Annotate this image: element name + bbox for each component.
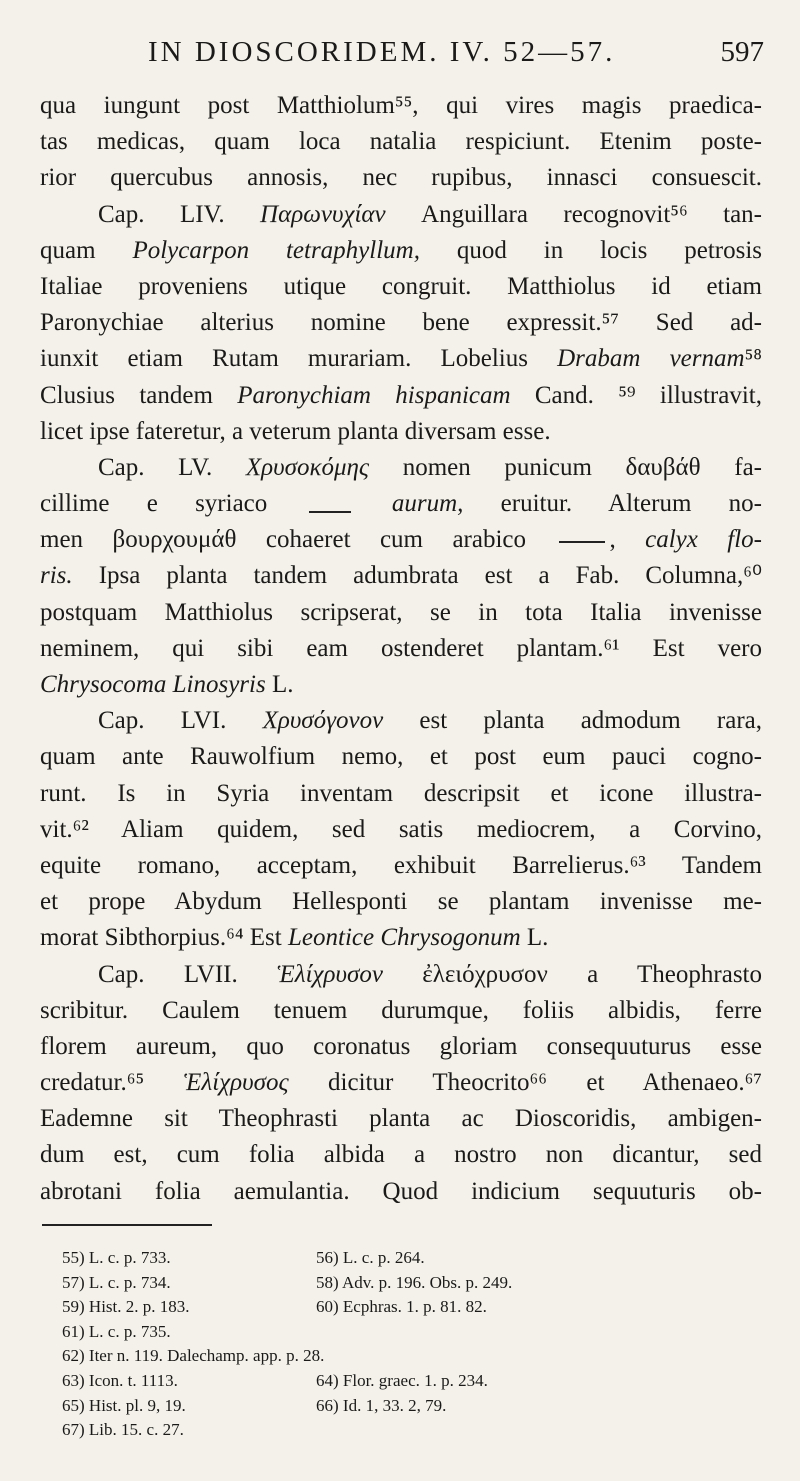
line-text: rior quercubus annosis, nec rupibus, innasci consuescit. [40, 164, 762, 192]
text-line [40, 776, 762, 812]
text-line [40, 269, 762, 305]
line-text: scribitur. Caulem tenuem durumque, foliis albidis, ferre [40, 996, 762, 1024]
footnote-left: 67) Lib. 15. c. 27. [62, 1420, 184, 1440]
line-text: Ipsa planta tandem adumbrata est a Fab. Columna,⁶⁰ [72, 562, 762, 590]
italic-term: ris. [40, 562, 73, 590]
footnote-right: 58) Adv. p. 196. Obs. p. 249. [316, 1272, 513, 1292]
text-line [40, 124, 762, 160]
text-line [40, 341, 762, 377]
line-text: Paronychiae alterius nomine bene expressit.⁵⁷ Sed ad- [40, 309, 762, 337]
italic-term: Χρυσοκόμης [245, 453, 370, 481]
text-line [40, 414, 762, 450]
text-line [40, 1137, 762, 1173]
line-text: et prope Abydum Hellesponti se plantam invenisse me- [40, 888, 762, 916]
text-line [40, 957, 762, 993]
line-text: postquam Matthiolus scripserat, se in tota Italia invenisse [40, 598, 762, 626]
line-text: licet ipse fateretur, a veterum planta diversam esse. [40, 417, 551, 445]
line-text: tas medicas, quam loca natalia respiciunt. Etenim poste- [40, 128, 762, 156]
text-line [40, 884, 762, 920]
text-line [40, 558, 762, 594]
running-head: IN DIOSCORIDEM. IV. 52—57. [148, 36, 616, 68]
text-line [40, 1029, 762, 1065]
syriac-word-glyph [309, 493, 351, 513]
line-text: quam ante Rauwolfium nemo, et post eum pauci cogno- [40, 743, 762, 771]
footnote-right: 60) Ecphras. 1. p. 81. 82. [316, 1297, 487, 1317]
text-line [40, 703, 762, 739]
text-line [40, 160, 762, 196]
footnote-left: 61) L. c. p. 735. [62, 1321, 171, 1341]
line-text: ἐλειόχρυσον a Theophrasto [382, 960, 763, 988]
italic-term: Ἑλίχρυσος [183, 1069, 289, 1097]
italic-term: aurum, [391, 490, 464, 518]
line-text: Cap. LVI. [98, 707, 263, 735]
line-text: men βουρχουμάθ cohaeret cum arabico [40, 526, 556, 554]
italic-term: Polycarpon tetraphyllum, [132, 236, 420, 264]
line-text: florem aureum, quo coronatus gloriam consequuturus esse [40, 1032, 762, 1060]
footnote-row [62, 1394, 762, 1419]
italic-term: Παρωνυχίαν [260, 200, 386, 228]
line-text: runt. Is in Syria inventam descripsit et icone illustra- [40, 779, 762, 807]
line-text: Eademne sit Theophrasti planta ac Dioscoridis, ambigen- [40, 1105, 762, 1133]
italic-term: Chrysocoma Linosyris [40, 671, 266, 698]
text-line [40, 739, 762, 775]
line-text: equite romano, acceptam, exhibuit Barrelierus.⁶³ Tandem [40, 851, 762, 879]
footnote-left: 57) L. c. p. 734. [62, 1272, 171, 1292]
italic-term: Χρυσόγονον [262, 707, 384, 735]
body-text [40, 88, 762, 1210]
line-text: dicitur Theocrito⁶⁶ et Athenaeo.⁶⁷ [288, 1069, 762, 1097]
line-text: vit.⁶² Aliam quidem, sed satis mediocrem, a Corvino, [40, 815, 762, 843]
line-text: neminem, qui sibi eam ostenderet plantam.⁶¹ Est vero [40, 634, 762, 662]
line-text: ⁵⁸ [744, 345, 762, 373]
line-text: cillime e syriaco [40, 490, 305, 518]
line-text: Clusius tandem [40, 381, 238, 409]
line-text: quam [40, 236, 133, 264]
footnote-row [62, 1418, 762, 1443]
arabic-word-glyph [559, 531, 605, 543]
italic-term: calyx flo- [645, 526, 763, 554]
line-text: Cap. LV. [98, 453, 246, 481]
footnote-row [62, 1344, 762, 1369]
text-line [40, 450, 762, 486]
text-line [40, 631, 762, 667]
italic-term: Ἑλίχρυσον [277, 960, 383, 988]
line-text: Cand. ⁵⁹ illustravit, [510, 381, 762, 409]
text-line [40, 486, 762, 522]
text-line [40, 812, 762, 848]
text-line [40, 848, 762, 884]
text-line [40, 920, 762, 956]
footnote-left: 62) Iter n. 119. Dalechamp. app. p. 28. [62, 1346, 325, 1366]
footnote-left: 63) Icon. t. 1113. [62, 1370, 178, 1390]
footnote-right: 64) Flor. graec. 1. p. 234. [316, 1370, 488, 1390]
line-text: abrotani folia aemulantia. Quod indicium sequuturis ob- [40, 1177, 762, 1205]
footnotes [62, 1246, 762, 1443]
italic-term: Leontice Chrysogonum [288, 924, 521, 952]
line-text: L. [265, 671, 294, 698]
text-line [40, 378, 762, 414]
line-text: dum est, cum folia albida a nostro non dicantur, sed [40, 1141, 762, 1169]
footnote-rule [42, 1224, 212, 1226]
italic-term: Drabam vernam [557, 345, 745, 373]
text-line [40, 1174, 762, 1210]
line-text: eruitur. Alterum no- [463, 490, 762, 518]
footnote-row [62, 1295, 762, 1320]
line-text: L. [520, 924, 549, 952]
text-line [40, 1065, 762, 1101]
text-line [40, 233, 762, 269]
line-text: credatur.⁶⁵ [40, 1069, 184, 1097]
line-text: Italiae proveniens utique congruit. Matthiolus id etiam [40, 272, 762, 300]
footnote-row [62, 1271, 762, 1296]
text-line: men βουρχουμάθ cohaeret cum arabico , calyx flo- [40, 526, 763, 554]
line-text: quod in locis petrosis [419, 236, 762, 264]
line-text: est planta admodum rara, [383, 707, 762, 735]
text-line [40, 197, 762, 233]
line-text: nomen punicum δαυβάθ fa- [369, 453, 762, 481]
italic-term: Paronychiam hispanicam [237, 381, 511, 409]
footnote-left: 65) Hist. pl. 9, 19. [62, 1395, 186, 1415]
text-line [40, 88, 762, 124]
text-line [40, 667, 762, 703]
line-text: Cap. LIV. [98, 200, 261, 228]
line-text: iunxit etiam Rutam murariam. Lobelius [40, 345, 558, 373]
text-line [40, 1101, 762, 1137]
page-number: 597 [720, 36, 764, 68]
footnote-left: 55) L. c. p. 733. [62, 1248, 171, 1267]
page-header [40, 36, 764, 76]
line-text: qua iungunt post Matthiolum⁵⁵, qui vires magis praedica- [40, 92, 762, 119]
line-text: morat Sibthorpius.⁶⁴ Est [40, 924, 288, 952]
footnote-right: 56) L. c. p. 264. [316, 1248, 425, 1267]
text-line [40, 305, 762, 341]
footnote-row [62, 1320, 762, 1345]
footnote-left: 59) Hist. 2. p. 183. [62, 1297, 190, 1317]
footnote-row [62, 1246, 762, 1271]
footnote-row [62, 1369, 762, 1394]
footnote-right: 66) Id. 1, 33. 2, 79. [316, 1395, 447, 1415]
text-line [40, 993, 762, 1029]
text-line [40, 595, 762, 631]
line-text: Cap. LVII. [98, 960, 278, 988]
line-text: Anguillara recognovit⁵⁶ tan- [385, 200, 762, 228]
